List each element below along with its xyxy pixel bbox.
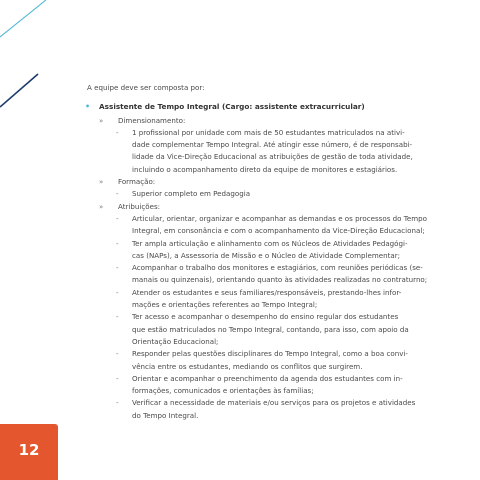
item-dash: - — [116, 213, 119, 223]
item-line: Superior completo em Pedagogia — [132, 189, 251, 199]
item-line: 1 profissional por unidade com mais de 50 estudantes matriculados na ativi- — [132, 127, 405, 137]
item-line: formações, comunicados e orientações às famílias; — [132, 386, 314, 396]
decorative-line-middle — [0, 74, 38, 107]
item-line: vência entre os estudantes, mediando os conflitos que surgirem. — [132, 361, 363, 371]
list-item — [87, 373, 432, 398]
list-item — [87, 311, 432, 348]
item-line: Responder pelas questões disciplinares do Tempo Integral, como a boa convi- — [132, 349, 408, 359]
item-dash: - — [116, 349, 119, 359]
intro-text: A equipe deve ser composta por: — [87, 83, 205, 92]
list-item — [87, 287, 432, 312]
group-label — [87, 176, 432, 188]
item-dash: - — [116, 127, 119, 137]
group-label-text: Atribuições: — [118, 201, 161, 211]
group-marker: » — [99, 116, 104, 125]
item-dash: - — [116, 398, 119, 408]
item-line: Ter ampla articulação e alinhamento com os Núcleos de Atividades Pedagógi- — [132, 238, 408, 248]
list-item — [87, 262, 432, 287]
item-dash: - — [116, 238, 119, 248]
list-item — [87, 238, 432, 263]
group-label — [87, 201, 432, 213]
item-dash: - — [116, 373, 119, 383]
list-item — [87, 213, 432, 238]
list-item — [87, 348, 432, 373]
item-line: incluindo o acompanhamento direto da equipe de monitores e estagiários. — [132, 164, 398, 174]
item-line: que estão matriculados no Tempo Integral, contando, para isso, com apoio da — [132, 324, 409, 334]
requirement-groups — [87, 115, 432, 422]
item-line: Atender os estudantes e seus familiares/responsáveis, prestando-lhes infor- — [132, 287, 402, 297]
group-label — [87, 115, 432, 127]
item-line: Acompanhar o trabalho dos monitores e estagiários, com reuniões periódicas (se- — [132, 263, 423, 273]
item-dash: - — [116, 287, 119, 297]
item-line: dade complementar Tempo Integral. Até atingir esse número, é de responsabi- — [132, 140, 413, 150]
group-label-text: Formação: — [118, 177, 156, 187]
list-item — [87, 188, 432, 200]
section-heading — [87, 101, 432, 113]
decorative-line-top — [0, 0, 46, 37]
list-item — [87, 127, 432, 176]
group-marker: » — [99, 202, 104, 211]
item-line: Orientar e acompanhar o preenchimento da agenda dos estudantes com in- — [132, 373, 403, 383]
item-line: do Tempo Integral. — [132, 410, 199, 420]
item-line: Articular, orientar, organizar e acompanhar as demandas e os processos do Tempo — [132, 213, 427, 223]
section-bullet: • — [85, 102, 91, 112]
page-content — [87, 82, 432, 422]
item-line: cas (NAPs), a Assessoria de Missão e o Núcleo de Atividade Complementar; — [132, 250, 401, 260]
group-marker: » — [99, 178, 104, 187]
item-line: lidade da Vice-Direção Educacional as atribuições de gestão de toda atividade, — [132, 152, 413, 162]
list-item — [87, 397, 432, 422]
item-line: Orientação Educacional; — [132, 336, 219, 346]
item-dash: - — [116, 312, 119, 322]
group-label-text: Dimensionamento: — [118, 115, 186, 125]
item-dash: - — [116, 189, 119, 199]
item-line: Integral, em consonância e com o acompanhamento da Vice-Direção Educacional; — [132, 226, 425, 236]
item-dash: - — [116, 263, 119, 273]
item-line: Verificar a necessidade de materiais e/ou serviços para os projetos e atividades — [132, 398, 416, 408]
item-line: mações e orientações referentes ao Tempo Integral; — [132, 300, 318, 310]
item-line: manais ou quinzenais), orientando quanto às atividades realizadas no contraturno; — [132, 275, 428, 285]
item-line: Ter acesso e acompanhar o desempenho do ensino regular dos estudantes — [132, 312, 399, 322]
page-number: 12 — [18, 441, 40, 459]
section-title: Assistente de Tempo Integral (Cargo: assistente extracurricular) — [99, 102, 365, 112]
